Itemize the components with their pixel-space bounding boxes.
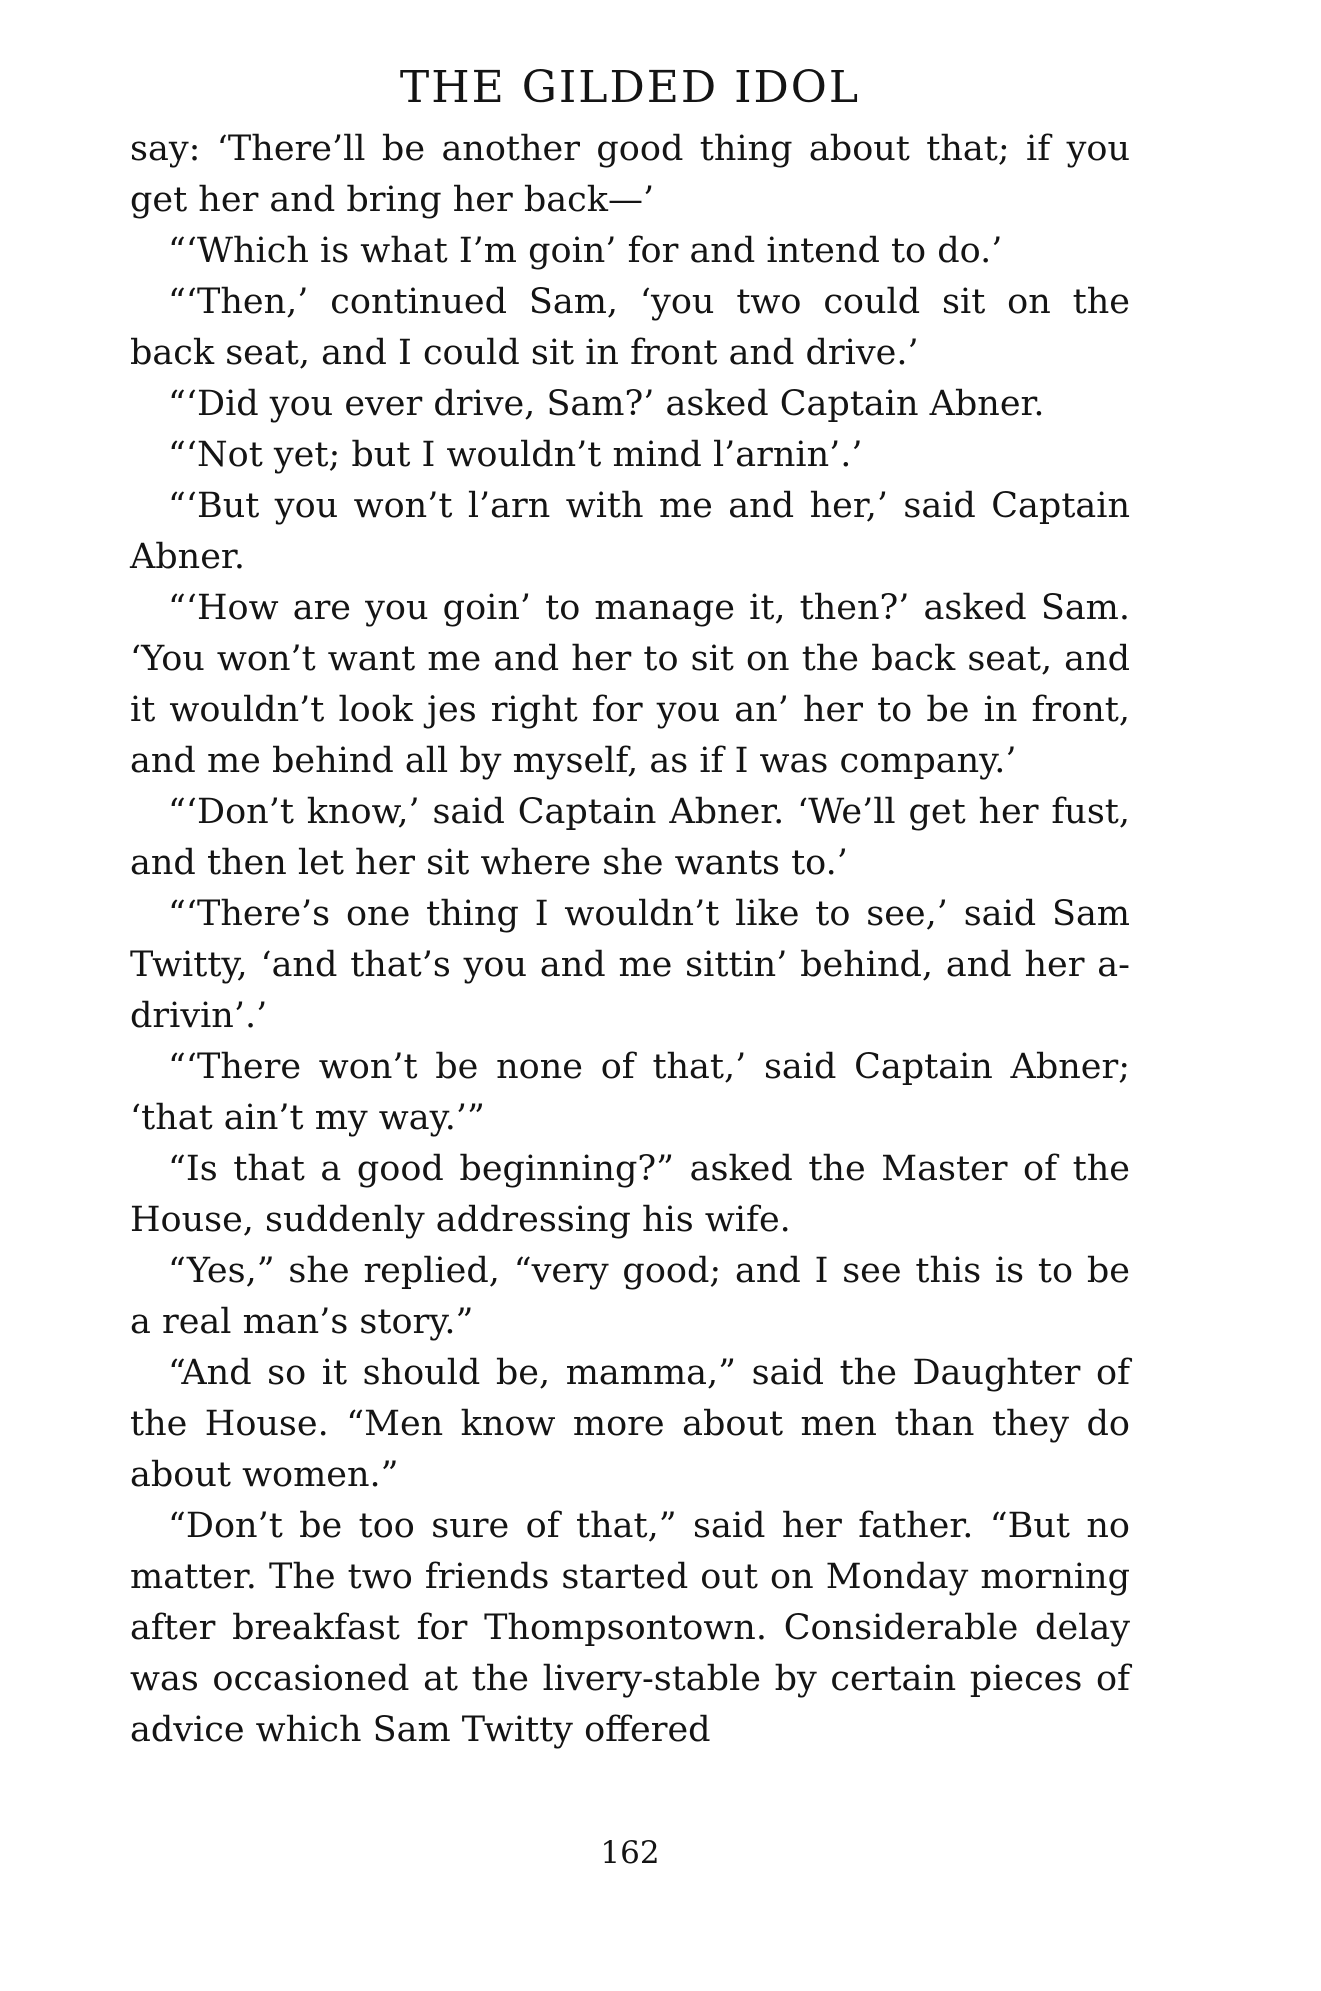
paragraph: “‘Did you ever drive, Sam?’ asked Captain Abner. — [168, 384, 1045, 424]
paragraph: “And so it should be, mamma,” said the Daughter of the House. “Men know more about men than they do about women.” — [130, 1353, 1130, 1495]
body-text — [130, 124, 1130, 1756]
paragraph: “‘Which is what I’m goin’ for and intend to do.’ — [168, 231, 1003, 271]
paragraph: “‘Don’t know,’ said Captain Abner. ‘We’ll get her fust, and then let her sit where she wants to.’ — [130, 792, 1130, 883]
paragraph: “‘Not yet; but I wouldn’t mind l’arnin’.’ — [168, 435, 863, 475]
paragraph: “Don’t be too sure of that,” said her father. “But no matter. The two friends started out on Monday morning after breakfast for Thompsontown. Considerable delay was occasioned at the livery-stable by certain pieces of advice which Sam Twitty offered — [130, 1506, 1130, 1750]
page-number: 162 — [600, 1835, 660, 1871]
running-head: THE GILDED IDOL — [399, 62, 861, 113]
paragraph: “‘There won’t be none of that,’ said Captain Abner; ‘that ain’t my way.’” — [130, 1047, 1130, 1138]
book-page — [130, 60, 1130, 1960]
paragraph: say: ‘There’ll be another good thing about that; if you get her and bring her back—’ — [130, 129, 1130, 220]
paragraph: “‘There’s one thing I wouldn’t like to see,’ said Sam Twitty, ‘and that’s you and me sittin’ behind, and her a-drivin’.’ — [130, 894, 1130, 1036]
paragraph: “‘But you won’t l’arn with me and her,’ said Captain Abner. — [130, 486, 1130, 577]
paragraph: “‘How are you goin’ to manage it, then?’ asked Sam. ‘You won’t want me and her to sit on the back seat, and it wouldn’t look jes right for you an’ her to be in front, and me behind all by myself, as if I was company.’ — [130, 588, 1130, 781]
paragraph: “Yes,” she replied, “very good; and I see this is to be a real man’s story.” — [130, 1251, 1130, 1342]
paragraph: “Is that a good beginning?” asked the Master of the House, suddenly addressing his wife. — [130, 1149, 1130, 1240]
paragraph: “‘Then,’ continued Sam, ‘you two could sit on the back seat, and I could sit in front and drive.’ — [130, 282, 1130, 373]
